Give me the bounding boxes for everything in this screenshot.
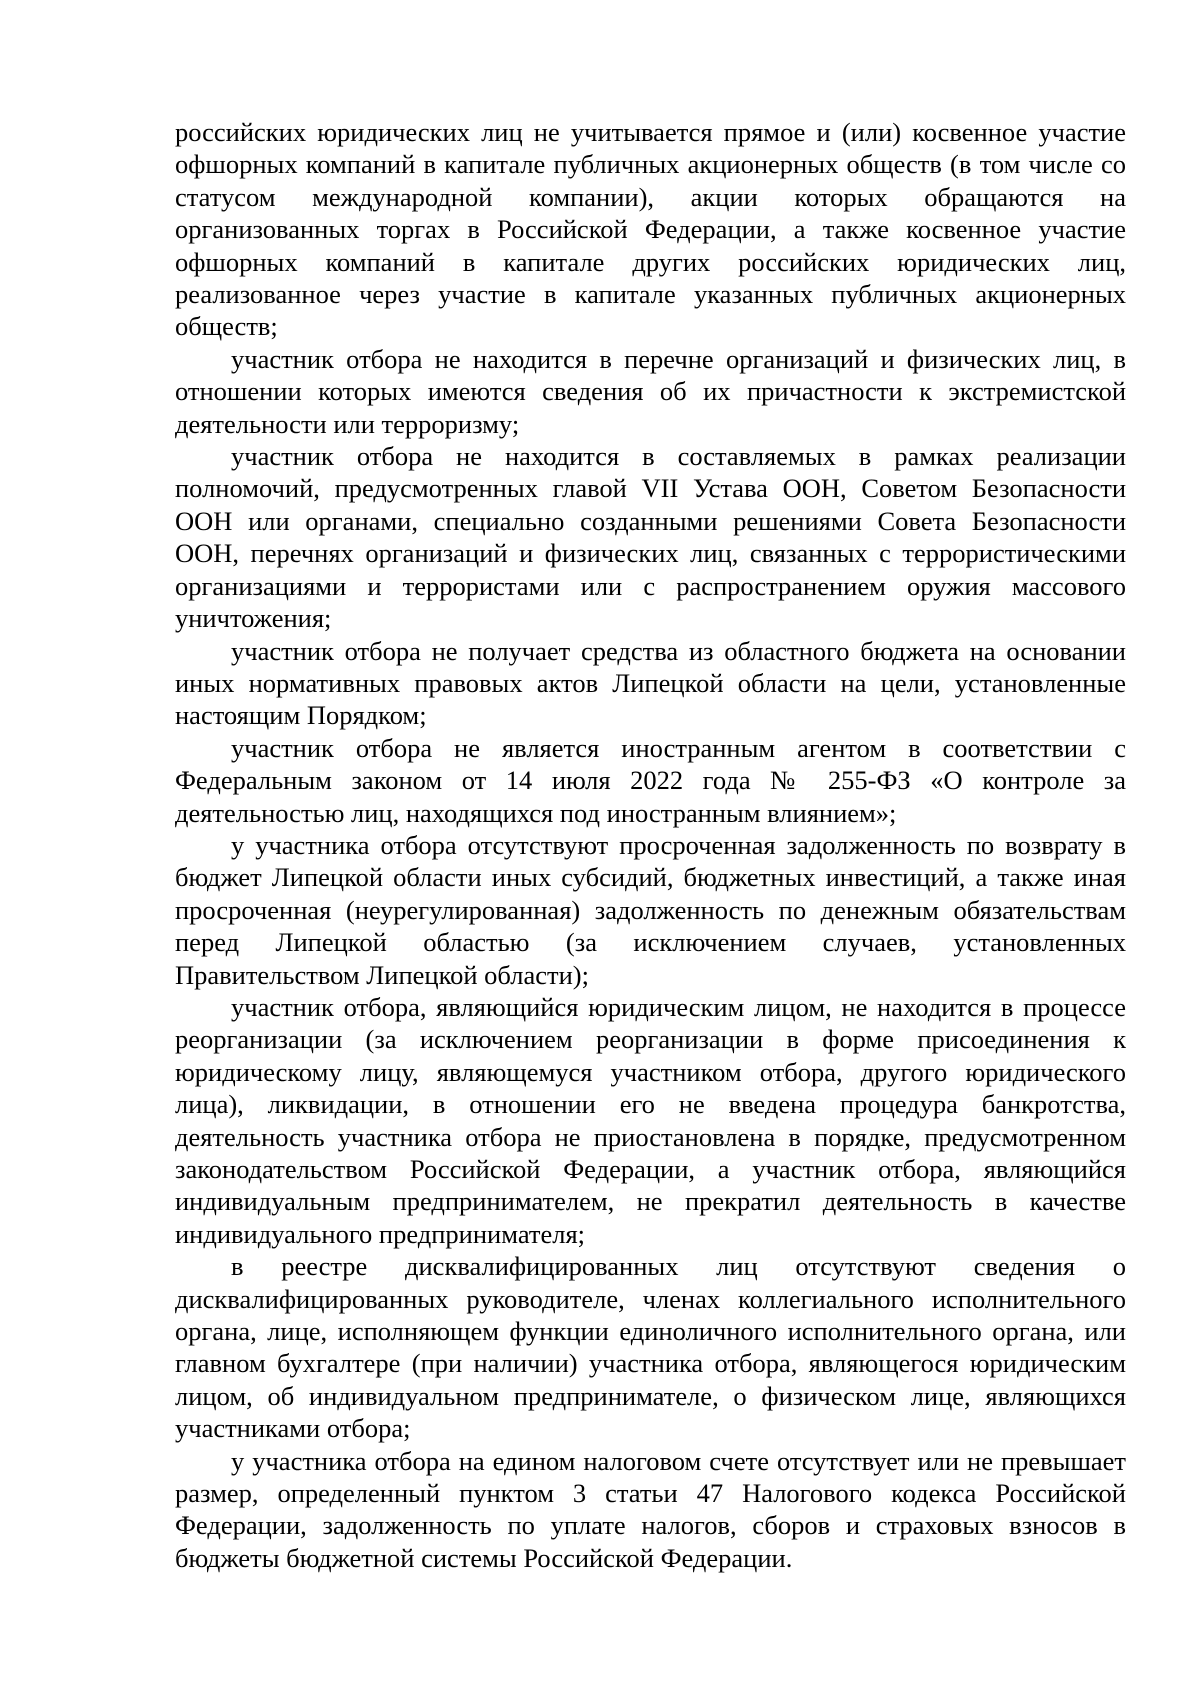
document-body [175, 116, 1126, 1574]
paragraph-tax-debt: у участника отбора на едином налоговом счете отсутствует или не превышает размер, определенный пунктом 3 статьи 47 Налогового кодекса Российской Федерации, задолженность по уплате налогов, сборов и страховых взносов в бюджеты бюджетной системы Российской Федерации. [175, 1445, 1126, 1573]
paragraph-overdue-debt: у участника отбора отсутствуют просроченная задолженность по возврату в бюджет Липецкой области иных субсидий, бюджетных инвестиций, а также иная просроченная (неурегулированная) задолженность по денежным обязательствам перед Липецкой областью (за исключением случаев, установленных Правительством Липецкой области); [175, 829, 1126, 990]
paragraph-foreign-agent: участник отбора не является иностранным агентом в соответствии с Федеральным законом от 14 июля 2022 года № 255-ФЗ «О контроле за деятельностью лиц, находящихся под иностранным влиянием»; [175, 732, 1126, 828]
paragraph-regional-budget-funds: участник отбора не получает средства из областного бюджета на основании иных нормативных правовых актов Липецкой области на цели, установленные настоящим Порядком; [175, 635, 1126, 731]
paragraph-offshore-participation: российских юридических лиц не учитывается прямое и (или) косвенное участие офшорных компаний в капитале публичных акционерных обществ (в том числе со статусом международной компании), акции которых обращаются на организованных торгах в Российской Федерации, а также косвенное участие офшорных компаний в капитале других российских юридических лиц, реализованное через участие в капитале указанных публичных акционерных обществ; [175, 117, 1126, 342]
paragraph-extremism-list: участник отбора не находится в перечне организаций и физических лиц, в отношении которых имеются сведения об их причастности к экстремистской деятельности или терроризму; [175, 343, 1126, 439]
paragraph-disqualified-persons: в реестре дисквалифицированных лиц отсутствуют сведения о дисквалифицированных руководителе, членах коллегиального исполнительного органа, лице, исполняющем функции единоличного исполнительного органа, или главном бухгалтере (при наличии) участника отбора, являющегося юридическим лицом, об индивидуальном предпринимателе, о физическом лице, являющихся участниками отбора; [175, 1251, 1126, 1444]
paragraph-un-sanctions-list: участник отбора не находится в составляемых в рамках реализации полномочий, предусмотренных главой VII Устава ООН, Советом Безопасности ООН или органами, специально созданными решениями Совета Безопасности ООН, перечнях организаций и физических лиц, связанных с террористическими организациями и террористами или с распространением оружия массового уничтожения; [175, 441, 1126, 634]
paragraph-reorganization-liquidation: участник отбора, являющийся юридическим лицом, не находится в процессе реорганизации (за исключением реорганизации в форме присоединения к юридическому лицу, являющемуся участником отбора, другого юридического лица), ликвидации, в отношении его не введена процедура банкротства, деятельность участника отбора не приостановлена в порядке, предусмотренном законодательством Российской Федерации, а участник отбора, являющийся индивидуальным предпринимателем, не прекратил деятельность в качестве индивидуального предпринимателя; [175, 991, 1126, 1249]
